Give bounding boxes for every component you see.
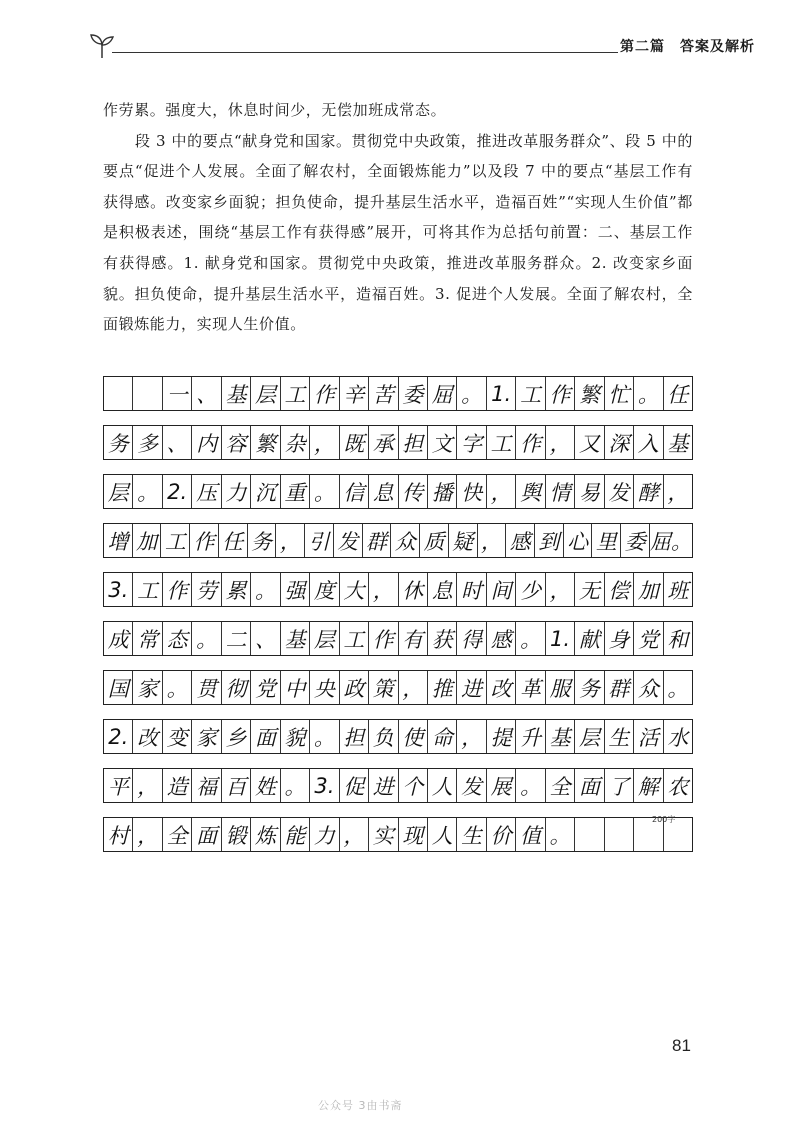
grid-cell: 了 bbox=[605, 769, 634, 802]
grid-cell: 感 bbox=[506, 524, 535, 557]
grid-cell: 面 bbox=[251, 720, 280, 753]
grid-cell: 杂 bbox=[281, 426, 310, 459]
grid-cell: 彻 bbox=[222, 671, 251, 704]
grid-cell: 基 bbox=[281, 622, 310, 655]
grid-cell: 时 bbox=[457, 573, 486, 606]
grid-cell: 作 bbox=[516, 426, 545, 459]
grid-cell: 炼 bbox=[251, 818, 280, 851]
grid-cell: 繁 bbox=[575, 377, 604, 410]
grid-cell: 身 bbox=[605, 622, 634, 655]
grid-cell: 能 bbox=[281, 818, 310, 851]
grid-cell: 间 bbox=[487, 573, 516, 606]
grid-cell: 入 bbox=[634, 426, 663, 459]
grid-cell: 福 bbox=[192, 769, 221, 802]
grid-cell: 累 bbox=[222, 573, 251, 606]
grid-cell: 沉 bbox=[251, 475, 280, 508]
grid-cell: 屈 bbox=[428, 377, 457, 410]
grid-cell: 深 bbox=[605, 426, 634, 459]
grid-cell: 。 bbox=[251, 573, 280, 606]
grid-cell: 质 bbox=[420, 524, 449, 557]
grid-cell: 人 bbox=[428, 818, 457, 851]
grid-cell: 姓 bbox=[251, 769, 280, 802]
grid-cell: 群 bbox=[363, 524, 392, 557]
answer-grid bbox=[103, 376, 693, 866]
grid-cell: 。 bbox=[133, 475, 162, 508]
grid-cell: 党 bbox=[251, 671, 280, 704]
grid-cell: 增 bbox=[104, 524, 133, 557]
grid-cell: 活 bbox=[634, 720, 663, 753]
grid-cell: 百 bbox=[222, 769, 251, 802]
grid-cell: 忙 bbox=[605, 377, 634, 410]
grid-cell: ， bbox=[310, 426, 339, 459]
grid-cell: 农 bbox=[667, 774, 689, 799]
grid-cell: ， bbox=[133, 769, 162, 802]
paragraph: 作劳累。强度大，休息时间少，无偿加班成常态。 bbox=[103, 101, 447, 119]
grid-cell: 常 bbox=[133, 622, 162, 655]
grid-cell: 力 bbox=[222, 475, 251, 508]
grid-cell: 任 bbox=[219, 524, 248, 557]
grid-cell: 里 bbox=[592, 524, 621, 557]
explanation-text bbox=[103, 95, 693, 340]
word-count-label: 200字 bbox=[652, 815, 676, 824]
paragraph: 段 3 中的要点“献身党和国家。贯彻党中央政策，推进改革服务群众”、段 5 中的要点“促进个人发展。全面了解农村，全面锻炼能力”以及段 7 中的要点“基层工作有获得感。改变家乡面貌；担负使命，提升基层生活水平，造福百姓”“实现人生价值”都是积极表述，围绕“基层工作有获得感”展开，可将其作为总括句前置：二、基层工作有获得感。1. 献身党和国家。贯彻党中央政策，推进改革服务群众。2. 改变家乡面貌。担负使命，提升基层生活水平，造福百姓。3. 促进个人发展。全面了解农村，全面锻炼能力，实现人生价值。 bbox=[103, 131, 693, 334]
grid-cell: 务 bbox=[575, 671, 604, 704]
sprout-icon bbox=[88, 32, 116, 60]
grid-cell: 班 bbox=[667, 578, 689, 603]
grid-cell: 1. bbox=[487, 377, 516, 410]
grid-cell: 党 bbox=[634, 622, 663, 655]
grid-cell: 工 bbox=[281, 377, 310, 410]
grid-cell: 作 bbox=[310, 377, 339, 410]
grid-cell: 信 bbox=[340, 475, 369, 508]
grid-cell: ， bbox=[399, 671, 428, 704]
grid-cell: 、 bbox=[192, 377, 221, 410]
grid-cell: 强 bbox=[281, 573, 310, 606]
grid-cell: 得 bbox=[457, 622, 486, 655]
grid-cell: 息 bbox=[428, 573, 457, 606]
grid-cell: 成 bbox=[104, 622, 133, 655]
grid-cell: 加 bbox=[634, 573, 663, 606]
grid-cell: 命 bbox=[428, 720, 457, 753]
grid-cell: 苦 bbox=[369, 377, 398, 410]
grid-cell bbox=[575, 818, 604, 851]
grid-cell: 快 bbox=[457, 475, 486, 508]
grid-cell: 发 bbox=[334, 524, 363, 557]
grid-cell: 进 bbox=[369, 769, 398, 802]
grid-cell: 变 bbox=[163, 720, 192, 753]
grid-cell: 基 bbox=[667, 431, 689, 456]
grid-cell: 。 bbox=[667, 676, 689, 701]
grid-cell: ， bbox=[487, 475, 516, 508]
grid-cell: 。 bbox=[163, 671, 192, 704]
grid-cell: 全 bbox=[546, 769, 575, 802]
grid-cell: 务 bbox=[248, 524, 277, 557]
grid-cell: 又 bbox=[575, 426, 604, 459]
grid-cell: 展 bbox=[487, 769, 516, 802]
grid-row bbox=[103, 572, 693, 607]
grid-cell: 播 bbox=[428, 475, 457, 508]
grid-cell: 。 bbox=[310, 475, 339, 508]
grid-cell: 水 bbox=[667, 725, 689, 750]
grid-cell: 发 bbox=[605, 475, 634, 508]
grid-cell: 层 bbox=[104, 475, 133, 508]
grid-cell: 。 bbox=[546, 818, 575, 851]
grid-cell: 引 bbox=[305, 524, 334, 557]
grid-cell: 传 bbox=[399, 475, 428, 508]
grid-cell: 感 bbox=[487, 622, 516, 655]
grid-cell: ， bbox=[546, 573, 575, 606]
grid-cell: 值 bbox=[516, 818, 545, 851]
grid-cell: 和 bbox=[667, 627, 689, 652]
grid-cell: ， bbox=[457, 720, 486, 753]
grid-cell: 获 bbox=[428, 622, 457, 655]
grid-cell: 提 bbox=[487, 720, 516, 753]
grid-cell: 作 bbox=[369, 622, 398, 655]
grid-cell: ， bbox=[340, 818, 369, 851]
grid-cell: 担 bbox=[340, 720, 369, 753]
grid-cell: 作 bbox=[546, 377, 575, 410]
grid-cell: 容 bbox=[222, 426, 251, 459]
grid-cell: 字 bbox=[457, 426, 486, 459]
grid-cell: 3. bbox=[104, 573, 133, 606]
grid-cell bbox=[104, 377, 133, 410]
grid-cell: 升 bbox=[516, 720, 545, 753]
grid-cell: 现 bbox=[399, 818, 428, 851]
grid-cell: 层 bbox=[575, 720, 604, 753]
grid-cell: 心 bbox=[564, 524, 593, 557]
section-title: 第二篇 答案及解析 bbox=[620, 39, 755, 55]
page-number: 81 bbox=[672, 1036, 691, 1055]
grid-cell: 有 bbox=[399, 622, 428, 655]
grid-cell: 到 bbox=[535, 524, 564, 557]
grid-cell: 务 bbox=[104, 426, 133, 459]
grid-cell: 。 bbox=[457, 377, 486, 410]
grid-cell: 生 bbox=[605, 720, 634, 753]
grid-cell: 解 bbox=[634, 769, 663, 802]
grid-cell bbox=[133, 377, 162, 410]
grid-cell: 策 bbox=[369, 671, 398, 704]
grid-cell: 担 bbox=[399, 426, 428, 459]
grid-cell: 情 bbox=[546, 475, 575, 508]
grid-cell: 家 bbox=[133, 671, 162, 704]
grid-cell: 劳 bbox=[192, 573, 221, 606]
grid-row bbox=[103, 817, 693, 852]
grid-cell: 。 bbox=[310, 720, 339, 753]
grid-cell: 内 bbox=[192, 426, 221, 459]
grid-cell: 工 bbox=[133, 573, 162, 606]
grid-cell: 价 bbox=[487, 818, 516, 851]
grid-cell: 乡 bbox=[222, 720, 251, 753]
grid-row bbox=[103, 621, 693, 656]
grid-cell: 易 bbox=[575, 475, 604, 508]
grid-cell: 人 bbox=[428, 769, 457, 802]
grid-cell bbox=[605, 818, 634, 851]
grid-cell: ， bbox=[478, 524, 507, 557]
grid-row bbox=[103, 768, 693, 803]
grid-cell: 承 bbox=[369, 426, 398, 459]
grid-cell: 革 bbox=[516, 671, 545, 704]
grid-cell: 平 bbox=[104, 769, 133, 802]
grid-cell: 促 bbox=[340, 769, 369, 802]
grid-cell: 层 bbox=[251, 377, 280, 410]
grid-cell: 使 bbox=[399, 720, 428, 753]
grid-cell: 全 bbox=[163, 818, 192, 851]
grid-cell: 舆 bbox=[516, 475, 545, 508]
grid-cell: 工 bbox=[516, 377, 545, 410]
grid-cell: 屈。 bbox=[649, 529, 692, 554]
grid-cell: 负 bbox=[369, 720, 398, 753]
grid-cell: 重 bbox=[281, 475, 310, 508]
grid-cell: 一 bbox=[163, 377, 192, 410]
grid-cell: 家 bbox=[192, 720, 221, 753]
grid-cell: 工 bbox=[161, 524, 190, 557]
grid-cell: ， bbox=[133, 818, 162, 851]
grid-cell: 大 bbox=[340, 573, 369, 606]
grid-row bbox=[103, 474, 693, 509]
header-rule bbox=[112, 52, 618, 53]
grid-cell: 休 bbox=[399, 573, 428, 606]
grid-cell: 息 bbox=[369, 475, 398, 508]
page-header bbox=[88, 30, 755, 60]
grid-cell: 央 bbox=[310, 671, 339, 704]
grid-cell: 。 bbox=[192, 622, 221, 655]
grid-cell: 工 bbox=[487, 426, 516, 459]
grid-cell: 无 bbox=[575, 573, 604, 606]
grid-cell: 中 bbox=[281, 671, 310, 704]
grid-cell: 任 bbox=[667, 382, 689, 407]
grid-cell: 态 bbox=[163, 622, 192, 655]
grid-cell: 偿 bbox=[605, 573, 634, 606]
grid-cell: 群 bbox=[605, 671, 634, 704]
grid-cell: ， bbox=[276, 524, 305, 557]
grid-cell: 貌 bbox=[281, 720, 310, 753]
grid-cell: 度 bbox=[310, 573, 339, 606]
grid-cell: 发 bbox=[457, 769, 486, 802]
grid-cell: 作 bbox=[190, 524, 219, 557]
grid-cell: 推 bbox=[428, 671, 457, 704]
grid-cell: 生 bbox=[457, 818, 486, 851]
grid-cell: 基 bbox=[546, 720, 575, 753]
grid-cell: 疑 bbox=[449, 524, 478, 557]
grid-cell: 。 bbox=[516, 769, 545, 802]
grid-cell: 政 bbox=[340, 671, 369, 704]
grid-cell: ， bbox=[667, 480, 689, 505]
grid-cell: 国 bbox=[104, 671, 133, 704]
grid-cell: 、 bbox=[163, 426, 192, 459]
grid-row bbox=[103, 376, 693, 411]
grid-cell: 改 bbox=[487, 671, 516, 704]
grid-row bbox=[103, 523, 693, 558]
grid-cell: 酵 bbox=[634, 475, 663, 508]
grid-cell: 贯 bbox=[192, 671, 221, 704]
grid-cell: 工 bbox=[340, 622, 369, 655]
grid-row bbox=[103, 425, 693, 460]
grid-cell: 2. bbox=[104, 720, 133, 753]
grid-cell: 、 bbox=[251, 622, 280, 655]
grid-cell: 文 bbox=[428, 426, 457, 459]
grid-cell: 实 bbox=[369, 818, 398, 851]
grid-cell: 。 bbox=[281, 769, 310, 802]
grid-cell: 委 bbox=[399, 377, 428, 410]
grid-cell: 锻 bbox=[222, 818, 251, 851]
grid-cell: 造 bbox=[163, 769, 192, 802]
grid-cell: 服 bbox=[546, 671, 575, 704]
grid-cell: 个 bbox=[399, 769, 428, 802]
grid-cell: 。 bbox=[516, 622, 545, 655]
grid-cell: 辛 bbox=[340, 377, 369, 410]
grid-cell: 进 bbox=[457, 671, 486, 704]
grid-cell: 既 bbox=[340, 426, 369, 459]
grid-cell: 力 bbox=[310, 818, 339, 851]
grid-cell: 众 bbox=[634, 671, 663, 704]
grid-cell: 基 bbox=[222, 377, 251, 410]
grid-cell: 压 bbox=[192, 475, 221, 508]
grid-cell: 作 bbox=[163, 573, 192, 606]
grid-cell: 加 bbox=[133, 524, 162, 557]
grid-cell: 村 bbox=[104, 818, 133, 851]
grid-row bbox=[103, 719, 693, 754]
grid-cell: 少 bbox=[516, 573, 545, 606]
grid-cell: 改 bbox=[133, 720, 162, 753]
grid-cell: 委 bbox=[621, 524, 650, 557]
grid-cell: 多 bbox=[133, 426, 162, 459]
grid-cell: 众 bbox=[391, 524, 420, 557]
grid-cell: 面 bbox=[575, 769, 604, 802]
grid-cell: 。 bbox=[634, 377, 663, 410]
grid-cell: 二 bbox=[222, 622, 251, 655]
grid-cell: 3. bbox=[310, 769, 339, 802]
grid-cell: 2. bbox=[163, 475, 192, 508]
grid-cell: 繁 bbox=[251, 426, 280, 459]
watermark: 公众号 3由书斋 bbox=[318, 1099, 403, 1112]
grid-cell: ， bbox=[369, 573, 398, 606]
grid-cell: ， bbox=[546, 426, 575, 459]
grid-cell: 献 bbox=[575, 622, 604, 655]
grid-cell: 面 bbox=[192, 818, 221, 851]
grid-cell: 层 bbox=[310, 622, 339, 655]
grid-cell: 1. bbox=[546, 622, 575, 655]
grid-row bbox=[103, 670, 693, 705]
